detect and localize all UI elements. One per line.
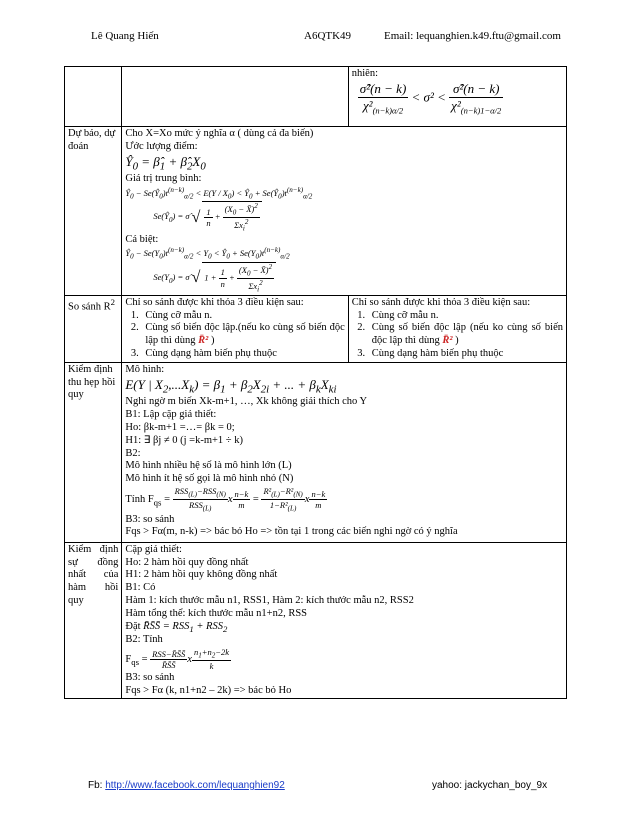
class-code: A6QTK49 (304, 30, 352, 42)
author-name: Lê Quang Hiến (91, 30, 159, 42)
r2-left-intro: Chỉ so sánh được khi thỏa 3 điều kiện sau: (125, 296, 304, 308)
cell-empty (122, 67, 348, 127)
cell-forecast (122, 127, 567, 296)
table-row (65, 362, 567, 542)
row-label: Dự báo, dự đoán (65, 127, 122, 296)
point-estimate-label: Ước lượng điểm: (125, 140, 198, 152)
mean-value-label: Giá trị trung bình: (125, 173, 202, 185)
model-label: Mô hình: (125, 363, 165, 375)
reduce-conclusion: Fqs > Fα(m, n-k) => bác bỏ Ho => tồn tại 1 trong các biến nghi ngờ có ý nghĩa (125, 526, 458, 538)
table-row (65, 127, 567, 296)
total-text: Hàm tổng thể: kích thước mẫu n1+n2, RSS (125, 607, 308, 619)
cell-r2-right (348, 295, 566, 362)
forecast-intro: Cho X=Xo mức ý nghĩa α ( dùng cả đa biến) (125, 128, 314, 139)
row-label: Kiểm định sự đồng nhất của hàm hồi quy (65, 542, 122, 699)
individual-interval-formula: $Ŷ_0 - Se(Y_0)t^{(n-k)}_{\alpha/2} < Y_0$ < $Ŷ_0 + Se(Y_0)t^{(n-k)}_{\alpha/2}$ (125, 246, 290, 261)
yahoo-contact: yahoo: jackychan_boy_9x (432, 780, 548, 791)
list-item: 3. Cùng dạng hàm biến phụ thuộc (141, 348, 344, 361)
author-email: Email: lequanghien.k49.ftu@gmail.com (384, 30, 561, 42)
step-b1: B1: Lập cặp giả thiết: (125, 409, 217, 421)
mean-interval-formula: $Ŷ_0$ − $Se(Ŷ_0)t^{(n-k)}_{\alpha/2} < E(Y / X_0)$ < $Ŷ_0$ + $Se(Ŷ_0)t^{(n-k)}_{\alpha/2}$ (125, 186, 313, 201)
facebook-link[interactable]: http://www.facebook.com/lequanghien92 (105, 780, 285, 791)
formula-table (64, 66, 567, 699)
cell-reduce (122, 362, 567, 542)
hypothesis-h1: H1: ∃ βj ≠ 0 (j =k-m+1 ÷ k) (125, 434, 243, 446)
mean-se-formula: $Se(Ŷ_0)$ = σ̂ √ $\frac{1}{n}$ + $\frac{(X_0 - X̄)^2}{\Sigma x_i^2}$ (125, 201, 563, 233)
cell-confidence-variance (348, 67, 566, 127)
step-b1: B1: Có (125, 582, 156, 594)
f-statistic-formula: Tính $F_{qs}$ = $\frac{RSS_{(L)}-RSS_{(N)}}{RSS_{(L)}}$ x $\frac{n-k}{m}$ = $\frac{R^2_{(L)}-R^2_{(N)}}{1-R^2_{(L)}}$ x $\frac{n-k}{m}$ (125, 485, 326, 513)
list-item: 1. Cùng cỡ mẫu n. (368, 310, 563, 323)
cell-r2-left (122, 295, 348, 362)
variance-interval-formula: $\frac{\text{σ̂²(n − k)}}{\chi^2_{(n-k)\alpha/2}}$ < σ² < $\frac{\text{σ̂²(n − k)}}{\chi^2_{(n-k)1-\alpha/2}}$ (359, 80, 502, 116)
hypothesis-h0: Ho: 2 hàm hồi quy đồng nhất (125, 556, 249, 568)
homogeneity-conclusion: Fqs > Fα (k, n1+n2 – 2k) => bác bỏ Ho (125, 684, 292, 696)
page-header (0, 30, 638, 46)
hypothesis-h0: Ho: βk-m+1 =…= βk = 0; (125, 422, 235, 433)
row-title: nhiên: (351, 68, 379, 79)
large-model-text: Mô hình nhiều hệ số là mô hình lớn (L) (125, 460, 292, 472)
point-estimate-formula: $Ŷ_0$ = $\betâ_1$ + $\betâ_2X_0$ (125, 153, 206, 173)
models-text: Hàm 1: kích thước mẫu n1, RSS1, Hàm 2: kích thước mẫu n2, RSS2 (125, 595, 414, 606)
table-row (65, 67, 567, 127)
cell-homogeneity (122, 542, 567, 699)
list-item: 2. Cùng số biến độc lập (nếu ko cùng số biến độc lập thì dùng R̄² ) (368, 322, 563, 348)
list-item: 2. Cùng số biến độc lập.(nếu ko cùng số biến độc lập thì dùng R̄² ) (141, 322, 344, 348)
step-b3: B3: so sánh (125, 513, 175, 525)
suspect-text: Nghi ngờ m biến Xk-m+1, …, Xk không giải thích cho Y (125, 396, 368, 408)
f-statistic-formula: $F_{qs}$ = $\frac{\text{RSS−R̄S̄S̄}}{R̄S̄S̄}$ x $\frac{n_1+n_2-2k}{k}$ (125, 647, 230, 672)
row-label: So sánh $R^2$ (65, 295, 122, 362)
cell-empty (65, 67, 122, 127)
facebook-label: Fb: (88, 780, 106, 791)
hypothesis-h1: H1: 2 hàm hồi quy không đồng nhất (125, 569, 278, 581)
table-row (65, 295, 567, 362)
rss-sum-formula: Đặt R̄S̄S̄ = $RSS_1 + RSS_2$ (125, 620, 228, 634)
individual-se-formula: $Se(Y_0)$ = σ̂ √ 1 + $\frac{1}{n}$ + $\frac{(X_0 - X̄)^2}{\Sigma x_i^2}$ (125, 262, 563, 294)
individual-label: Cá biệt: (125, 233, 159, 245)
list-item: 3. Cùng dạng hàm biến phụ thuộc (368, 348, 563, 361)
row-label: Kiểm định thu hẹp hồi quy (65, 362, 122, 542)
pair-label: Cặp giả thiết: (125, 543, 182, 555)
regression-formula: E(Y | $X_2,...X_k) = \beta_1 + \beta_2X_{2i}$ + ... + $\beta_kX_{ki}$ (125, 376, 337, 396)
facebook-link-wrap (88, 780, 285, 791)
list-item: 1. Cùng cỡ mẫu n. (141, 310, 344, 323)
step-b2: B2: Tính (125, 634, 163, 646)
small-model-text: Mô hình ít hệ số gọi là mô hình nhỏ (N) (125, 473, 294, 485)
table-row (65, 542, 567, 699)
step-b3: B3: so sánh (125, 671, 175, 683)
step-b2: B2: (125, 447, 141, 459)
r2-right-intro: Chỉ so sánh được khi thỏa 3 điều kiện sau: (351, 296, 531, 308)
